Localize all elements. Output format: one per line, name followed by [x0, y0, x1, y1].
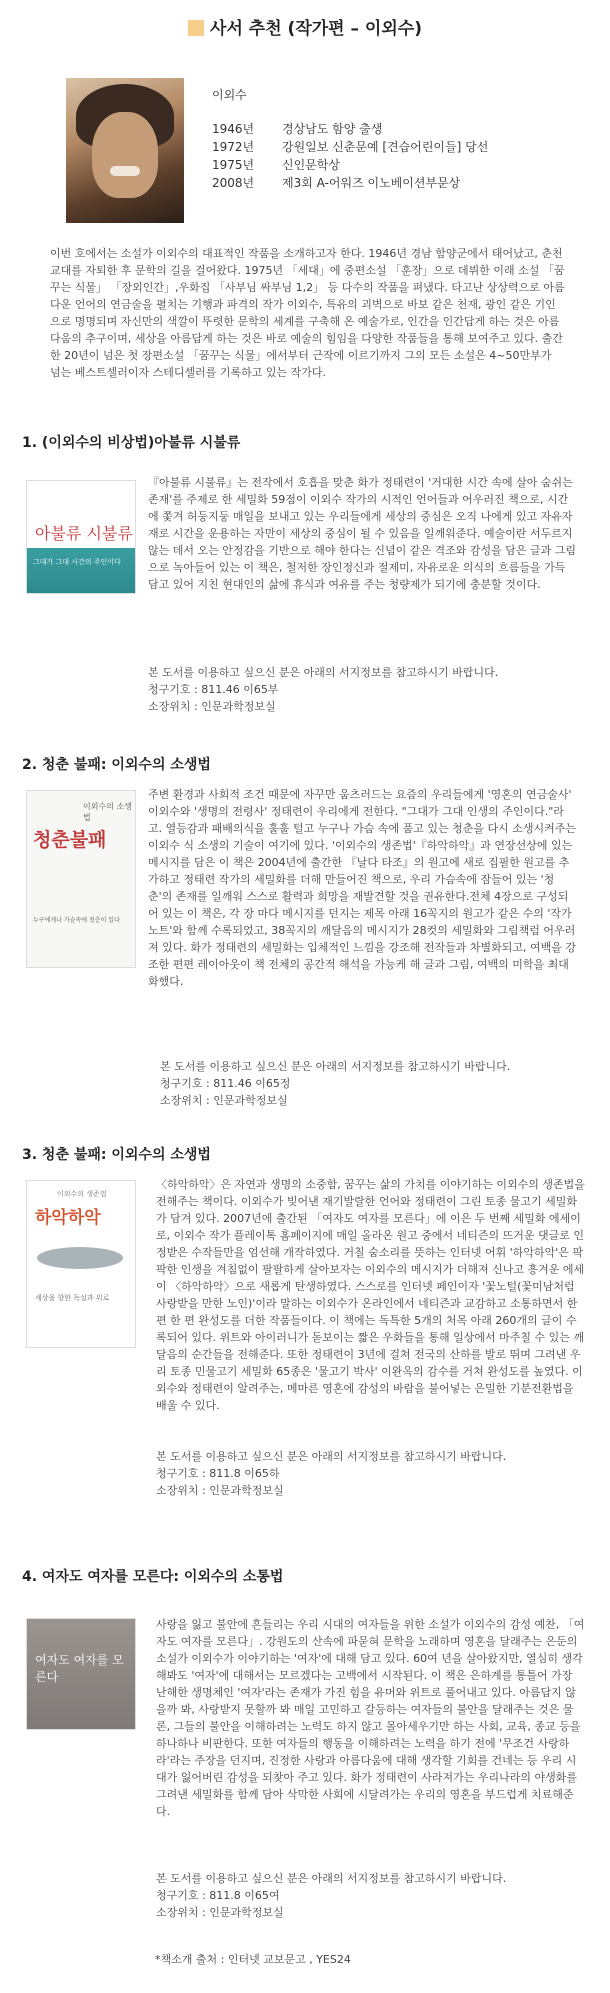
intro-paragraph: 이번 호에서는 소설가 이외수의 대표적인 작품을 소개하고자 한다. 1946년 경남 함양군에서 태어났고, 춘천교대를 자퇴한 후 문학의 길을 걸어왔다. 1975년 「세대」에 중편소설 「훈장」으로 데뷔한 이래 소설 「꿈꾸는 식물」 「장외인간」,우화집 「사부님 싸부님 1,2」 등 다수의 작품을 펴냈다. 타고난 상상력으로 아름다운 언어의 연금술을 펼치는 기행과 파격의 작가 이외수, 특유의 괴벽으로 바보 같은 천재, 광인 같은 기인으로 명명되며 자신만의 색깔이 뚜렷한 문학의 세계를 구축해 온 예술가로, 인간을 인간답게 하는 것은 아름다움의 추구이며, 세상을 아름답게 하는 것은 바로 예술의 힘임을 다양한 작품들을 통해 보여주고 있다. 출간한 20년이 넘은 첫 장편소설 「꿈꾸는 식물」에서부터 근작에 이르기까지 그의 모든 소설은 4~50만부가 넘는 베스트셀러이자 스테디셀러를 기록하고 있는 작가다. — [50, 247, 565, 379]
cover-2-title: 청춘불패 — [33, 829, 107, 851]
bio-text: 제3회 A-어워즈 이노베이션부문상 — [282, 176, 461, 190]
library-note: 본 도서를 이용하고 싶으신 분은 아래의 서지정보를 참고하시기 바랍니다. — [156, 1872, 507, 1885]
section-4-description: 사랑을 잃고 불안에 흔들리는 우리 시대의 여자들을 위한 소설가 이외수의 감성 예찬, 「여자도 여자를 모른다」. 강원도의 산속에 파묻혀 문학을 노래하며 영혼을 달래주는 은둔의 소설가 이외수가 이야기하는 '여자'에 대해 담고 있다. 60여 년을 살아왔지만, 열심히 생각해봐도 '여자'에 대해서는 모르겠다는 고백에서 시작된다. 이 책은 은하계를 통틀어 가장 난해한 생명체인 '여자'라는 존재가 가진 힘을 유머와 위트로 풀어내고 있다. 아름답지 않을까 봐, 사랑받지 못할까 봐 매일 고민하고 갈등하는 여자들의 불안을 달래주는 것은 물론, 그들의 불안을 이해하려는 노력도 하지 않고 몰아세우기만 하는 사회, 교육, 종교 등을 하나하나 비판한다. 또한 여자들의 행동을 이해하려는 노력을 하기 전에 '무조건 사랑하라'라는 주장을 던지며, 진정한 사랑과 아름다움에 대해 생각할 기회를 건네는 등 우리 시대가 잃어버린 감성을 되찾아 주고 있다. 화가 정태련이 사라져가는 우리나라의 야생화를 그려낸 세밀화를 함께 담아 삭막한 사회에 시달려가는 우리의 영혼을 부드럽게 치료해준다. — [156, 1618, 585, 1818]
bio-year: 1946년 — [212, 122, 255, 136]
library-note: 본 도서를 이용하고 싶으신 분은 아래의 서지정보를 참고하시기 바랍니다. — [156, 1450, 507, 1463]
section-2-description: 주변 환경과 사회적 조건 때문에 자꾸만 움츠러드는 요즘의 우리들에게 '영혼의 연금술사' 이외수와 '생명의 전령사' 정태련이 우리에게 전한다. "그대가 그대 인생의 주인이다."라고. 열등감과 패배의식을 훌훌 털고 누구나 가슴 속에 품고 있는 청춘을 다시 소생시켜주는 이외수 식 소생의 기술이 여기에 있다. '이외수의 생존법'『하악하악』과 연장선상에 있는 메시지를 담은 이 책은 2004년에 출간한 『날다 타조』의 원고에 새로 집필한 원고를 추가하고 정태련 작가의 세밀화를 더해 만들어진 책으로, 우리 가슴속에 잠들어 있는 '청춘'의 존재를 일깨워 스스로 활력과 희망을 재발견할 것을 권유한다.전체 4장으로 구성되어 있는 이 책은, 각 장 마다 메시지를 던지는 제목 아래 16꼭지의 원고가 같은 수의 '작가 노트'와 함께 수록되었고, 38꼭지의 깨달음의 메시지가 28컷의 세밀화와 그림책럼 어우러져 있다. 화가 정태련의 세밀화는 입체적인 느낌을 강조해 전작들과 차별화되고, 여백을 강조한 편편 레이아웃이 책 전체의 공간적 해석을 가능케 해 글과 그림, 여백의 미학을 최대화했다. — [148, 788, 576, 988]
bio-year: 1975년 — [212, 158, 255, 172]
call-number: 청구기호 : 811.8 이65하 — [156, 1467, 280, 1480]
cover-3-author: 이외수의 생존법 — [57, 1190, 107, 1198]
call-number: 청구기호 : 811.46 이65정 — [160, 1077, 291, 1090]
page-title — [0, 14, 610, 39]
bio-row — [212, 138, 488, 156]
call-number: 청구기호 : 811.8 이65여 — [156, 1889, 280, 1902]
page-title-text: 사서 추천 (작가편 – 이외수) — [210, 19, 422, 39]
cover-2-subtitle: 누구에게나 가슴속에 청춘이 있다 — [33, 917, 120, 924]
bio-row — [212, 156, 488, 174]
book-cover-2 — [26, 790, 136, 968]
bio-text: 신인문학상 — [282, 158, 340, 172]
bio-row — [212, 174, 488, 192]
location: 소장위치 : 인문과학정보실 — [148, 700, 276, 713]
fish-illustration — [37, 1247, 123, 1269]
section-4-library-info — [156, 1870, 506, 1921]
section-4-heading: 4. 여자도 여자를 모른다: 이외수의 소통법 — [22, 1569, 284, 1585]
cover-2-author: 이외수의 소생법 — [83, 802, 132, 822]
location: 소장위치 : 인문과학정보실 — [156, 1484, 284, 1497]
source-note: *책소개 출처 : 인터넷 교보문고 , YES24 — [155, 1953, 351, 1966]
cover-3-subtitle: 세상을 향한 독설과 위로 — [35, 1294, 110, 1302]
bio-year: 2008년 — [212, 176, 255, 190]
section-2-library-info — [160, 1058, 510, 1109]
section-3-library-info — [156, 1448, 506, 1499]
book-cover-4 — [26, 1618, 136, 1730]
library-note: 본 도서를 이용하고 싶으신 분은 아래의 서지정보를 참고하시기 바랍니다. — [160, 1060, 511, 1073]
location: 소장위치 : 인문과학정보실 — [156, 1906, 284, 1919]
book-cover-3 — [26, 1180, 136, 1348]
cover-4-title: 여자도 여자를 모른다 — [35, 1653, 124, 1684]
cover-3-title: 하악하악 — [35, 1208, 101, 1228]
cover-1-title: 아불류 시불류 — [35, 524, 133, 543]
bio-text: 경상남도 함양 출생 — [282, 122, 383, 136]
author-portrait — [66, 78, 184, 223]
bio-text: 강원일보 신춘문예 [견습어린이들] 당선 — [282, 140, 489, 154]
call-number: 청구기호 : 811.46 이65부 — [148, 683, 279, 696]
section-3-heading: 3. 청춘 불패: 이외수의 소생법 — [22, 1147, 211, 1163]
section-3-description: 〈하악하악〉은 자연과 생명의 소중함, 꿈꾸는 삶의 가치를 이야기하는 이외수의 생존법을 전해주는 책이다. 이외수가 빚어낸 재기발랄한 언어와 정태련이 그린 토종 물고기 세밀화가 담겨 있다. 2007년에 출간된 「여자도 여자를 모른다」에 이은 두 번째 세밀화 에세이로, 이외수 작가 플레이톡 홈페이지에 매일 올라온 원고 중에서 네티즌의 뜨거운 댓글로 인정받은 수작들만을 엄선해 개작하였다. 거칠 숨소리를 뜻하는 인터넷 어휘 '하악하악'은 팍팍한 인생을 겨침없이 팔팔하게 살아보자는 이외수의 메시지가 더해져 신나고 흥겨운 에세이 〈하악하악〉으로 새롭게 탄생하였다. 스스로를 인터넷 페인이자 '꽃노털(꽃미남처럼 사랑받을 만한 노인)'이라 말하는 이외수가 온라인에서 네티즌과 교감하고 소통하면서 한 편 한 편 완성도를 더한 작품들이다. 이 책에는 독특한 5개의 처목 아래 260개의 글이 수록되어 있다. 위트와 아이러니가 돋보이는 짧은 우화들을 통해 일상에서 마주칠 수 있는 깨달음의 순간들을 전해준다. 또한 정태련이 3년에 걸쳐 전국의 산하를 발로 뛰며 그려낸 우리 토종 민물고기 세밀화 65종은 '물고기 박사' 이완옥의 감수를 거쳐 완성도를 높였다. 이외수와 정태련이 알려주는, 메마른 영혼에 감성의 바람을 불어넣는 은밀한 기분전환법을 배울 수 있다. — [156, 1178, 585, 1412]
cover-1-subtitle: 그대가 그대 시간의 주인이다 — [33, 558, 121, 566]
library-note: 본 도서를 이용하고 싶으신 분은 아래의 서지정보를 참고하시기 바랍니다. — [148, 666, 499, 679]
section-1-description: 『아불류 시불류』는 전작에서 호흡을 맞춘 화가 정태련이 '거대한 시간 속에 살아 숨쉬는 존재'를 주제로 한 세밀화 59점이 이외수 작가의 시적인 언어들과 어우러진 책으로, 시간에 쫓겨 허둥지둥 매일을 보내고 있는 우리들에게 세상의 중심은 오직 나에게 있고 자유자재로 시간을 운용하는 자만이 세상의 중심이 될 수 있음을 일깨워준다. 예술이란 서두르지 않는 데서 오는 안정감을 기반으로 해야 한다는 신념이 같은 격조와 감성을 담은 글과 그림으로 녹아들어 있는 이 책은, 철저한 장인정신과 절제미, 자유로운 의식의 흐름들을 가득 담고 있어 지친 현대인의 삶에 휴식과 여유를 주는 청량제가 되기에 충분할 것이다. — [148, 476, 576, 591]
author-name: 이외수 — [212, 88, 247, 102]
section-1-library-info — [148, 664, 498, 715]
bio-year: 1972년 — [212, 140, 255, 154]
location: 소장위치 : 인문과학정보실 — [160, 1094, 288, 1107]
title-square-icon — [188, 20, 204, 36]
section-1-heading: 1. (이외수의 비상법)아불류 시불류 — [22, 435, 241, 451]
author-bio — [212, 120, 488, 192]
book-cover-1 — [26, 480, 136, 594]
section-2-heading: 2. 청춘 불패: 이외수의 소생법 — [22, 757, 211, 773]
bio-row — [212, 120, 488, 138]
